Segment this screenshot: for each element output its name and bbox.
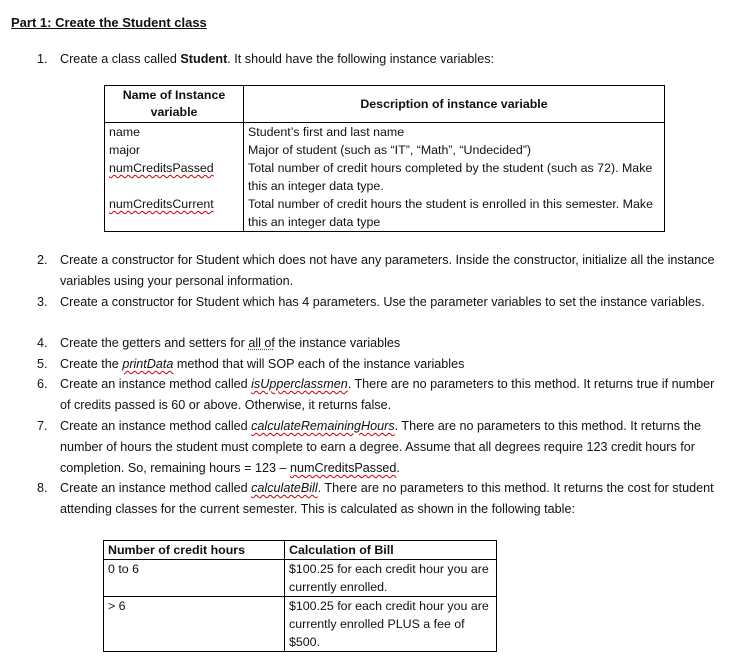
method-name: calculateRemainingHours xyxy=(251,419,395,433)
page-heading: Part 1: Create the Student class xyxy=(11,15,207,30)
item-text: Create a constructor for Student which does not have any parameters. Inside the constructor, initialize all the instance variables using your personal information. xyxy=(60,253,715,288)
item-number: 8. xyxy=(37,481,48,495)
table-cell: 0 to 6 xyxy=(104,560,285,597)
table-cell: Student’s first and last name xyxy=(244,123,665,142)
item-text-part: Create the getters and setters for xyxy=(60,336,249,350)
table-cell: > 6 xyxy=(104,597,285,652)
item-text xyxy=(60,333,725,354)
table-cell: Major of student (such as “IT”, “Math”, “Undecided”) xyxy=(244,141,665,159)
item-number: 3. xyxy=(37,295,48,309)
table-header: Description of instance variable xyxy=(244,86,665,123)
table-cell: Total number of credit hours completed by the student (such as 72). Make this an integer data type. xyxy=(244,159,665,195)
table-row xyxy=(105,159,665,195)
item-text-part: . There are no parameters to this method. It returns true if number of credits passed is 60 or above. Otherwise, it returns false. xyxy=(60,377,715,412)
item-text xyxy=(60,416,725,479)
item-number: 1. xyxy=(37,52,48,66)
table-row xyxy=(105,141,665,159)
table-header: Name of Instance variable xyxy=(105,86,244,123)
table-cell: Total number of credit hours the student is enrolled in this semester. Make this an integer data type xyxy=(244,195,665,232)
table-cell: $100.25 for each credit hour you are currently enrolled PLUS a fee of $500. xyxy=(285,597,497,652)
item-text-part: the instance variables xyxy=(274,336,401,350)
item-text xyxy=(60,478,725,520)
item-text-part: Create a class called xyxy=(60,52,181,66)
spellcheck-word: numCreditsPassed xyxy=(109,161,214,175)
item-text: Create a constructor for Student which has 4 parameters. Use the parameter variables to set the instance variables. xyxy=(60,295,705,309)
table-row xyxy=(105,195,665,232)
item-text-part: Create the xyxy=(60,357,123,371)
table-header: Number of credit hours xyxy=(104,541,285,560)
item-number: 4. xyxy=(37,336,48,350)
spellcheck-word: numCreditsPassed xyxy=(289,461,397,475)
item-text xyxy=(60,354,725,375)
item-text-part: . There are no parameters to this method. It returns the cost for student attending classes for the current semester. This is calculated as shown in the following table: xyxy=(60,481,714,516)
method-name: printData xyxy=(122,357,174,371)
method-name: isUpperclassmen xyxy=(251,377,348,391)
item-text-part: . xyxy=(396,461,400,475)
method-name: calculateBill xyxy=(251,481,318,495)
table-cell: name xyxy=(105,123,244,142)
table-row xyxy=(105,123,665,142)
item-number: 5. xyxy=(37,357,48,371)
item-text xyxy=(60,49,725,70)
item-number: 6. xyxy=(37,377,48,391)
instance-variable-table xyxy=(104,85,665,232)
grammar-mark: all of xyxy=(248,336,275,350)
item-number: 7. xyxy=(37,419,48,433)
table-cell xyxy=(105,195,244,232)
item-text-part: method that will SOP each of the instance variables xyxy=(173,357,465,371)
bill-calculation-table xyxy=(103,540,497,652)
item-text-part: Create an instance method called xyxy=(60,377,252,391)
item-text xyxy=(60,374,725,416)
table-header: Calculation of Bill xyxy=(285,541,497,560)
table-row xyxy=(104,560,497,597)
table-cell: major xyxy=(105,141,244,159)
item-text-part: Create an instance method called xyxy=(60,481,252,495)
table-cell xyxy=(105,159,244,195)
table-row xyxy=(104,597,497,652)
item-text-part: Create an instance method called xyxy=(60,419,252,433)
class-name-bold: Student xyxy=(180,52,228,66)
item-number: 2. xyxy=(37,253,48,267)
spellcheck-word: numCreditsCurrent xyxy=(109,197,214,211)
item-text-part: . There are no parameters to this method. It returns the number of hours the student must complete to earn a degree. Assume that all degrees require 123 credit hours for completion. So, remaining hours = 123 – xyxy=(60,419,701,475)
table-cell: $100.25 for each credit hour you are currently enrolled. xyxy=(285,560,497,597)
item-text-part: . It should have the following instance variables: xyxy=(227,52,495,66)
